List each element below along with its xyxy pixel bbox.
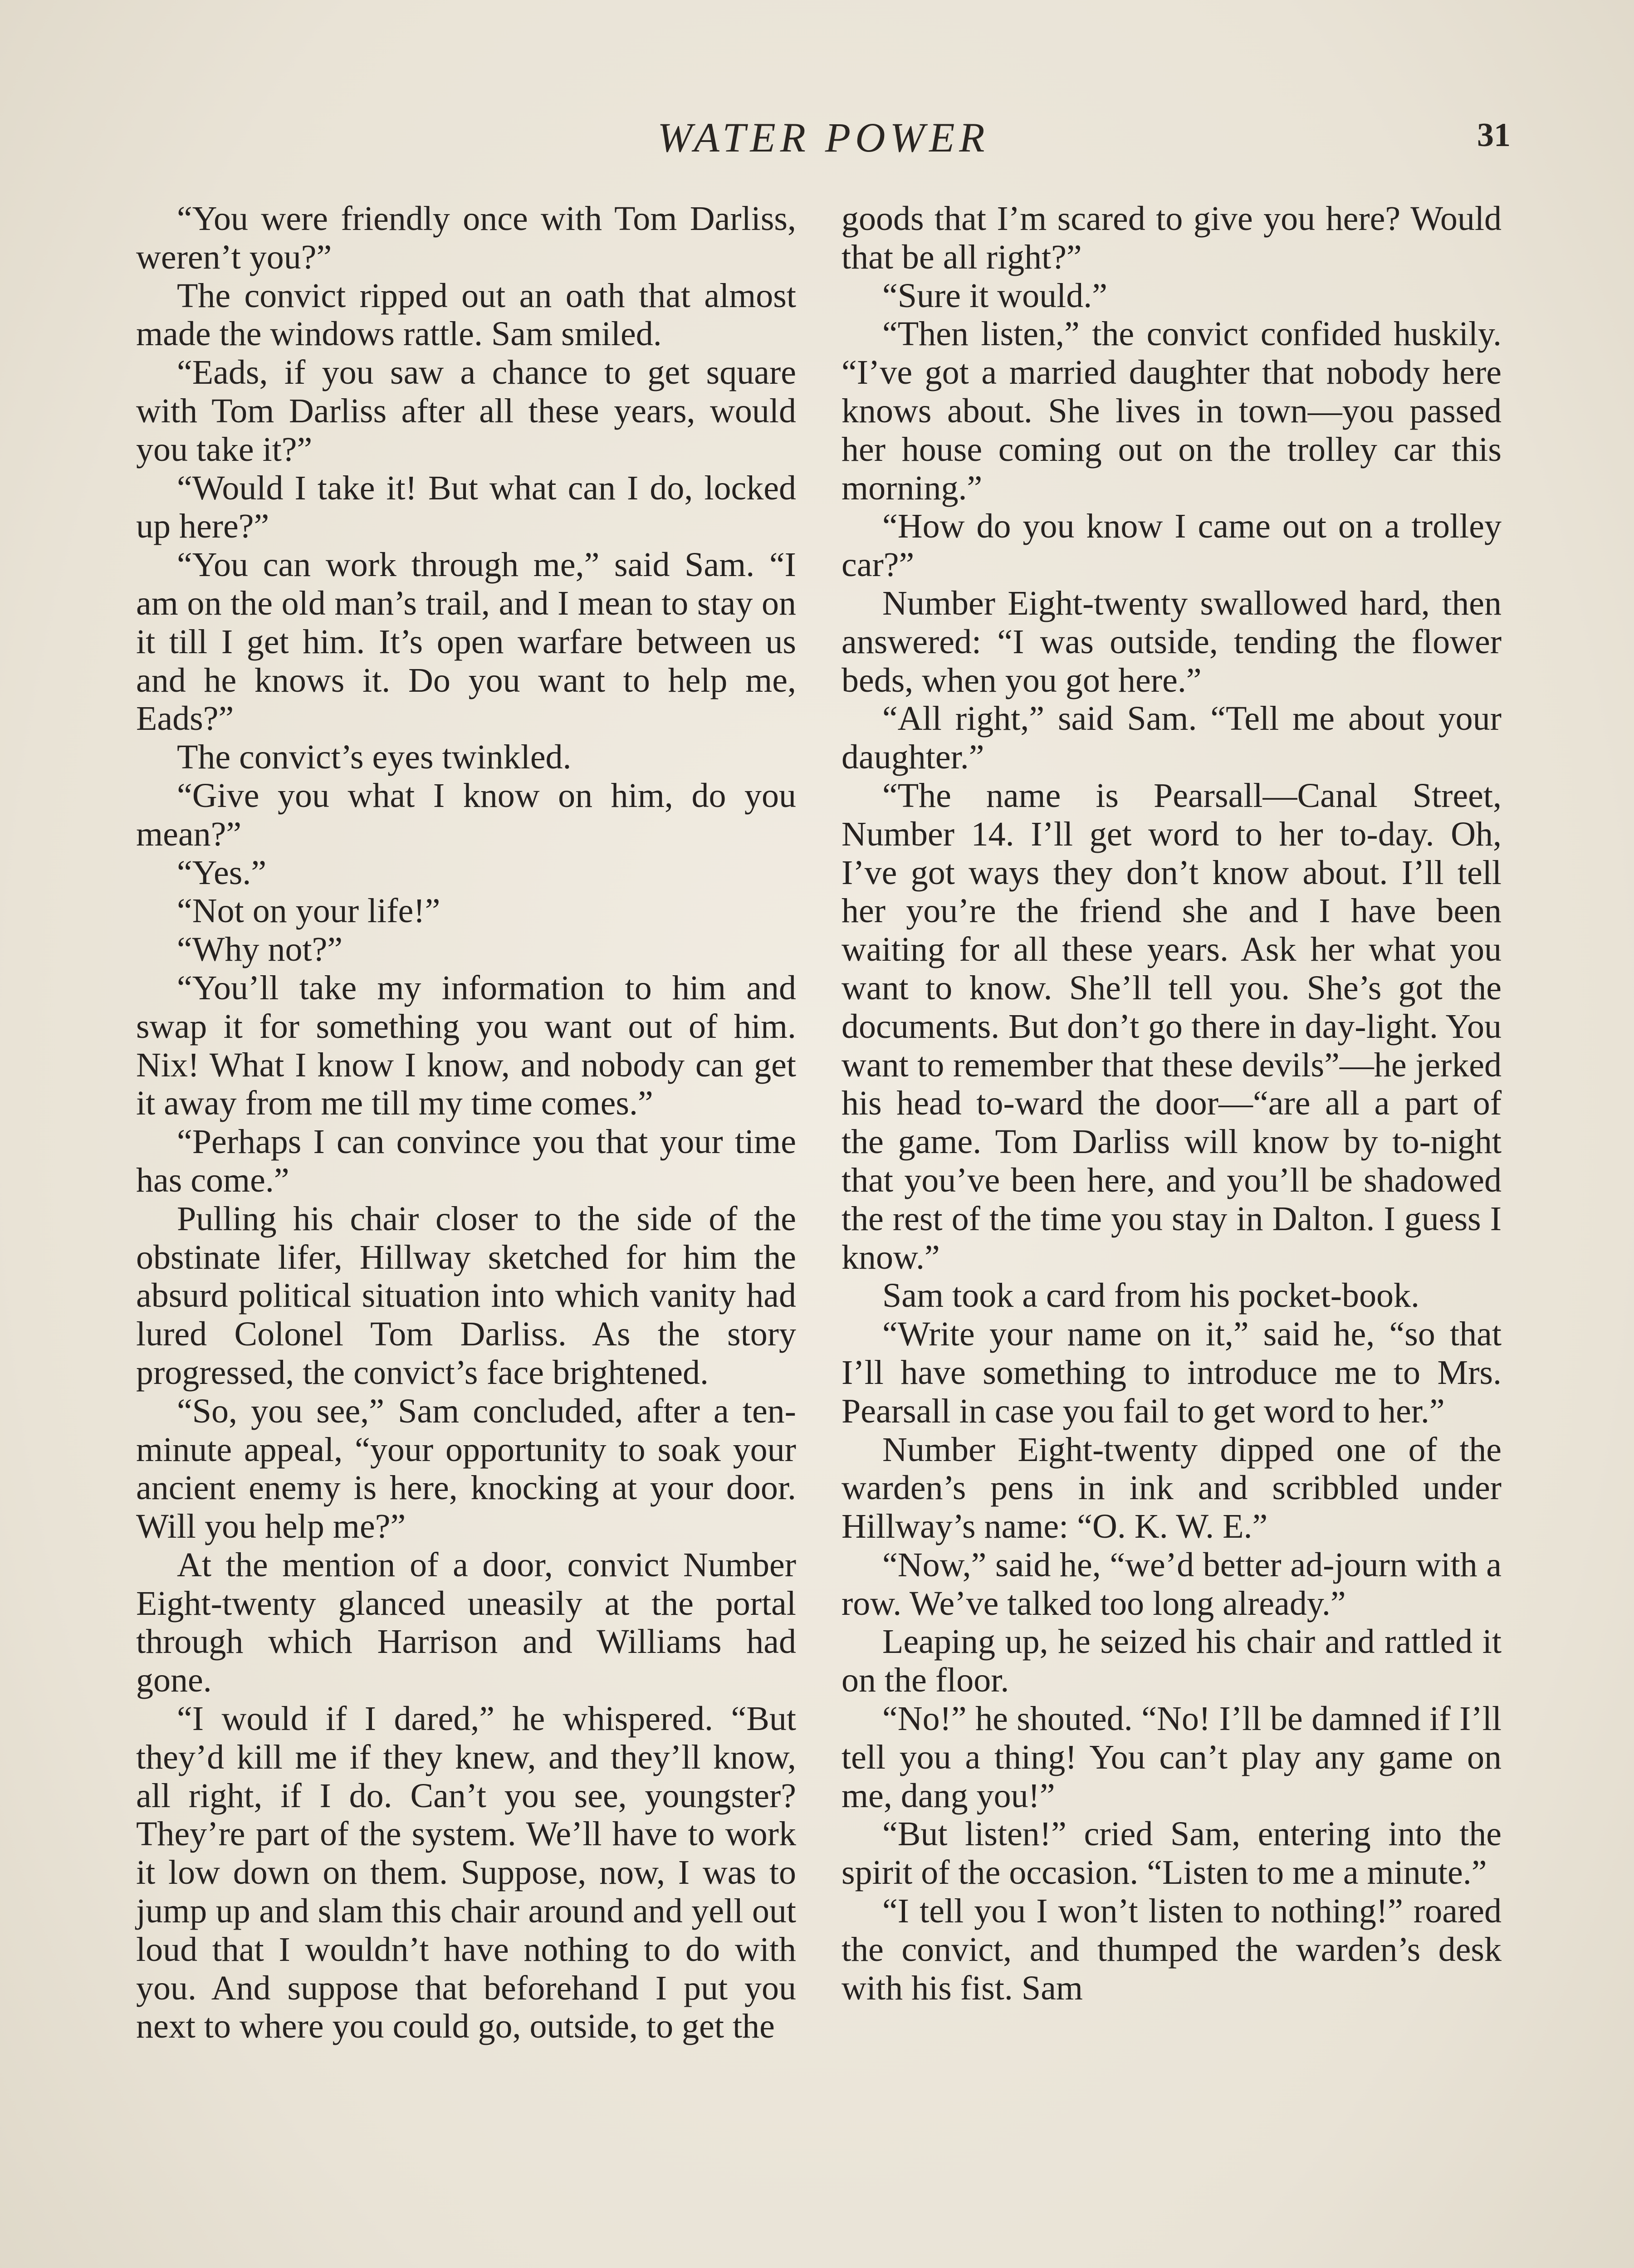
- paragraph: “Would I take it! But what can I do, locked up here?”: [136, 469, 796, 546]
- paragraph: “But listen!” cried Sam, entering into the spirit of the occasion. “Listen to me a minute.”: [841, 1815, 1502, 1892]
- running-title: WATER POWER: [657, 114, 989, 161]
- paragraph: Number Eight-twenty swallowed hard, then answered: “I was outside, tending the flower beds, when you got here.”: [841, 584, 1502, 699]
- paragraph: “I tell you I won’t listen to nothing!” roared the convict, and thumped the warden’s desk with his fist. Sam: [841, 1892, 1502, 2007]
- page-header: [136, 113, 1511, 172]
- paragraph: Sam took a card from his pocket-book.: [882, 1276, 1420, 1315]
- paragraph: “Why not?”: [177, 930, 343, 969]
- paragraph: Pulling his chair closer to the side of the obstinate lifer, Hillway sketched for him the absurd political situation into which vanity had lured Colonel Tom Darliss. As the story progressed, the convict’s face brightened.: [136, 1199, 796, 1392]
- page-number: 31: [1477, 117, 1511, 154]
- paragraph: “Eads, if you saw a chance to get square with Tom Darliss after all these years, would you take it?”: [136, 353, 796, 469]
- paragraph: “How do you know I came out on a trolley car?”: [841, 507, 1502, 584]
- paragraph: “Perhaps I can convince you that your time has come.”: [136, 1123, 796, 1199]
- paragraph: “You can work through me,” said Sam. “I am on the old man’s trail, and I mean to stay on it till I get him. It’s open warfare between us and he knows it. Do you want to help me, Eads?”: [136, 546, 796, 738]
- paragraph: Leaping up, he seized his chair and rattled it on the floor.: [841, 1623, 1502, 1700]
- paragraph: The convict ripped out an oath that almost made the windows rattle. Sam smiled.: [136, 276, 796, 353]
- paragraph: “Sure it would.”: [882, 276, 1108, 315]
- paragraph: Number Eight-twenty dipped one of the warden’s pens in ink and scribbled under Hillway’s name: “O. K. W. E.”: [841, 1430, 1502, 1546]
- paragraph: “You’ll take my information to him and swap it for something you want out of him. Nix! What I know I know, and nobody can get it away from me till my time comes.”: [136, 968, 796, 1123]
- paragraph: “So, you see,” Sam concluded, after a ten-minute appeal, “your opportunity to soak your ancient enemy is here, knocking at your door. Will you help me?”: [136, 1392, 796, 1546]
- paragraph: “The name is Pearsall—Canal Street, Number 14. I’ll get word to her to-day. Oh, I’ve got ways they don’t know about. I’ll tell her you’re the friend she and I have been waiting for all these years. Ask her what you want to know. She’ll tell you. She’s got the documents. But don’t go there in day-light. You want to remember that these devils”—he jerked his head to-ward the door—“are all a part of the game. Tom Darliss will know by to-night that you’ve been here, and you’ll be shadowed the rest of the time you stay in Dalton. I guess I know.”: [841, 776, 1502, 1276]
- paragraph: “Then listen,” the convict confided huskily. “I’ve got a married daughter that nobody here knows about. She lives in town—you passed her house coming out on the trolley car this morning.”: [841, 315, 1502, 507]
- paragraph: “Write your name on it,” said he, “so that I’ll have something to introduce me to Mrs. Pearsall in case you fail to get word to her.”: [841, 1315, 1502, 1430]
- paragraph: “All right,” said Sam. “Tell me about your daughter.”: [841, 699, 1502, 777]
- paragraph: The convict’s eyes twinkled.: [177, 738, 572, 777]
- paragraph: “Yes.”: [177, 853, 267, 892]
- paragraph: “No!” he shouted. “No! I’ll be damned if I’ll tell you a thing! You can’t play any game on me, dang you!”: [841, 1700, 1502, 1815]
- paragraph: “You were friendly once with Tom Darliss, weren’t you?”: [136, 200, 796, 276]
- left-column: [136, 200, 796, 2046]
- right-column: [841, 200, 1502, 2007]
- paragraph: “Not on your life!”: [177, 892, 440, 930]
- paragraph: “I would if I dared,” he whispered. “But they’d kill me if they knew, and they’ll know, all right, if I do. Can’t you see, youngster? They’re part of the system. We’ll have to work it low down on them. Suppose, now, I was to jump up and slam this chair around and yell out loud that I wouldn’t have nothing to do with you. And suppose that beforehand I put you next to where you could go, outside, to get the: [136, 1700, 796, 2046]
- paragraph: At the mention of a door, convict Number Eight-twenty glanced uneasily at the portal through which Harrison and Williams had gone.: [136, 1545, 796, 1700]
- continued-paragraph: goods that I’m scared to give you here? Would that be all right?”: [841, 200, 1502, 276]
- paragraph: “Now,” said he, “we’d better ad-journ with a row. We’ve talked too long already.”: [841, 1545, 1502, 1623]
- paragraph: “Give you what I know on him, do you mean?”: [136, 776, 796, 853]
